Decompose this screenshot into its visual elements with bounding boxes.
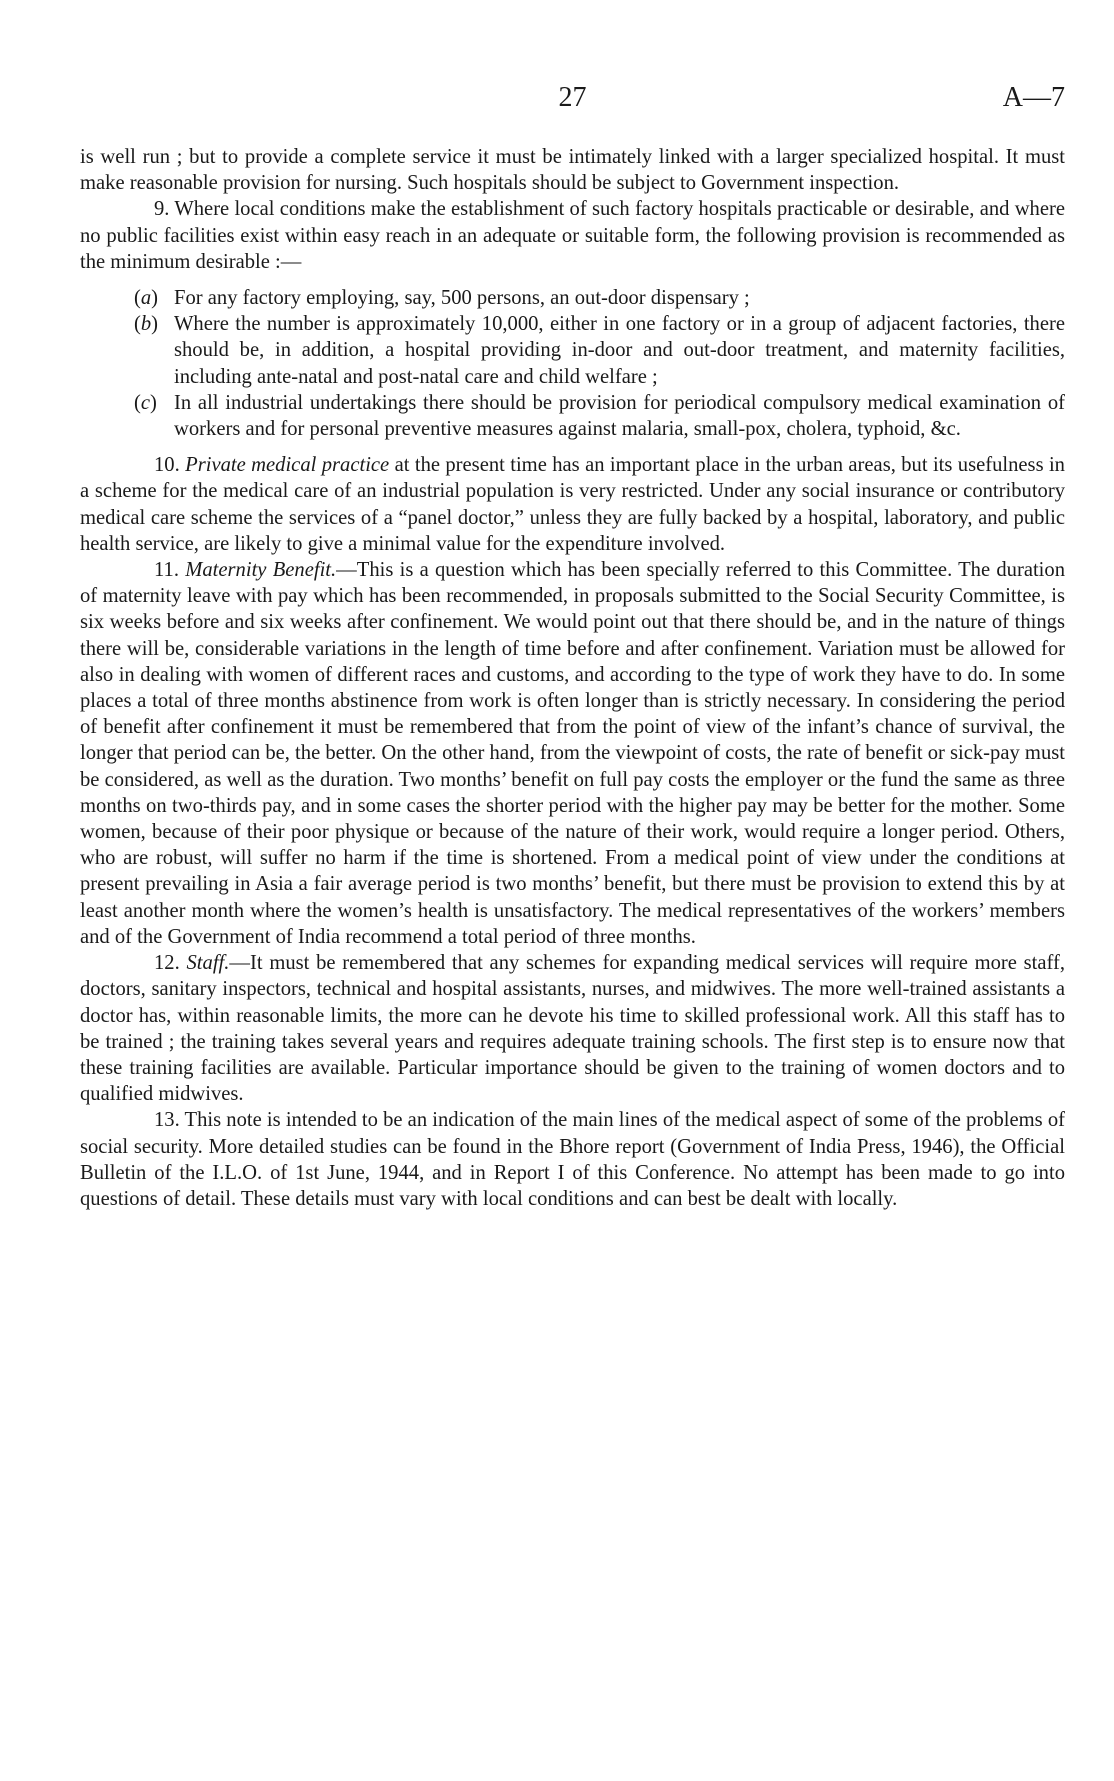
document-reference: A—7 <box>1002 82 1065 113</box>
list-item <box>134 285 1065 311</box>
paragraph-heading: Staff. <box>186 952 230 975</box>
paragraph-10 <box>80 452 1065 557</box>
paragraph-9: 9. Where local conditions make the establishment of such factory hospitals practicable or desirable, and where no public facilities exist within easy reach in an adequate or suitable form, the following provision is recommended as the minimum desirable :— <box>80 198 1065 273</box>
list-item-text: Where the number is approximately 10,000, either in one factory or in a group of adjacent factories, there should be, in addition, a hospital providing in-door and out-door treatment, and maternity facilities, including ante-natal and post-natal care and child welfare ; <box>174 313 1065 388</box>
paragraph-text: at the present time has an important place in the urban areas, but its usefulness in a scheme for the medical care of an industrial population is very restricted. Under any social insurance or contributory medical care scheme the services of a “panel doctor,” unless they are fully backed by a hospital, laboratory, and public health service, are likely to give a minimal value for the expenditure involved. <box>80 454 1065 555</box>
list-marker: (c) <box>134 391 157 414</box>
paragraph-12 <box>80 950 1065 1107</box>
paragraph-heading: Maternity Benefit. <box>185 559 337 582</box>
paragraph-continuation: is well run ; but to provide a complete service it must be intimately linked with a larger specialized hospital. It must make reasonable provision for nursing. Such hospitals should be subject to Government inspection. <box>80 146 1065 195</box>
list-item-text: For any factory employing, say, 500 persons, an out-door dispensary ; <box>174 287 750 310</box>
paragraph-text: —It must be remembered that any schemes for expanding medical services will require more staff, doctors, sanitary inspectors, technical and hospital assistants, nurses, and midwives. The more well-trained assistants a doctor has, within reasonable limits, the more can he devote his time to skilled professional work. All this staff has to be trained ; the training takes several years and requires adequate training schools. The first step is to ensure now that these training facilities are available. Particular importance should be given to the training of women doctors and to qualified midwives. <box>80 952 1065 1106</box>
paragraph-11 <box>80 557 1065 950</box>
page-number: 27 <box>558 82 587 113</box>
list-item <box>134 390 1065 442</box>
list-marker: (a) <box>134 287 159 310</box>
page-body <box>80 144 1065 1212</box>
list-item-text: In all industrial undertakings there should be provision for periodical compulsory medical examination of workers and for personal preventive measures against malaria, small-pox, cholera, typhoid, &c. <box>174 391 1065 441</box>
paragraph-number: 11. <box>154 559 179 582</box>
list-item <box>134 311 1065 390</box>
list-marker: (b) <box>134 313 159 336</box>
page-header <box>80 82 1065 116</box>
paragraph-text: —This is a question which has been specially referred to this Committee. The duration of maternity leave with pay which has been recommended, in proposals submitted to the Social Security Committee, is six weeks before and six weeks after confinement. We would point out that there should be, and in the nature of things there will be, considerable variations in the length of time before and after confinement. Variation must be allowed for also in dealing with women of different races and customs, and according to the type of work they have to do. In some places a total of three months abstinence from work is often longer than is strictly necessary. In considering the period of benefit after confinement it must be remembered that from the point of view of the infant’s chance of survival, the longer that period can be, the better. On the other hand, from the viewpoint of costs, the rate of benefit or sick-pay must be considered, as well as the duration. Two months’ benefit on full pay costs the employer or the fund the same as three months on two-thirds pay, and in some cases the shorter period with the higher pay may be better for the mother. Some women, because of their poor physique or because of the nature of their work, would require a longer period. Others, who are robust, will suffer no harm if the time is shortened. From a medical point of view under the conditions at present prevailing in Asia a fair average period is two months’ benefit, but there must be provision to extend this by at least another month where the women’s health is unsatisfactory. The medical representatives of the workers’ members and of the Government of India recommend a total period of three months. <box>80 559 1065 948</box>
paragraph-number: 12. <box>154 952 180 975</box>
paragraph-heading: Private medical practice <box>185 454 390 477</box>
provision-list <box>80 285 1065 442</box>
paragraph-13: 13. This note is intended to be an indication of the main lines of the medical aspect of some of the problems of social security. More detailed studies can be found in the Bhore report (Government of India Press, 1946), the Official Bulletin of the I.L.O. of 1st June, 1944, and in Report I of this Conference. No attempt has been made to go into questions of detail. These details must vary with local conditions and can best be dealt with locally. <box>80 1109 1065 1210</box>
paragraph-number: 10. <box>154 454 180 477</box>
